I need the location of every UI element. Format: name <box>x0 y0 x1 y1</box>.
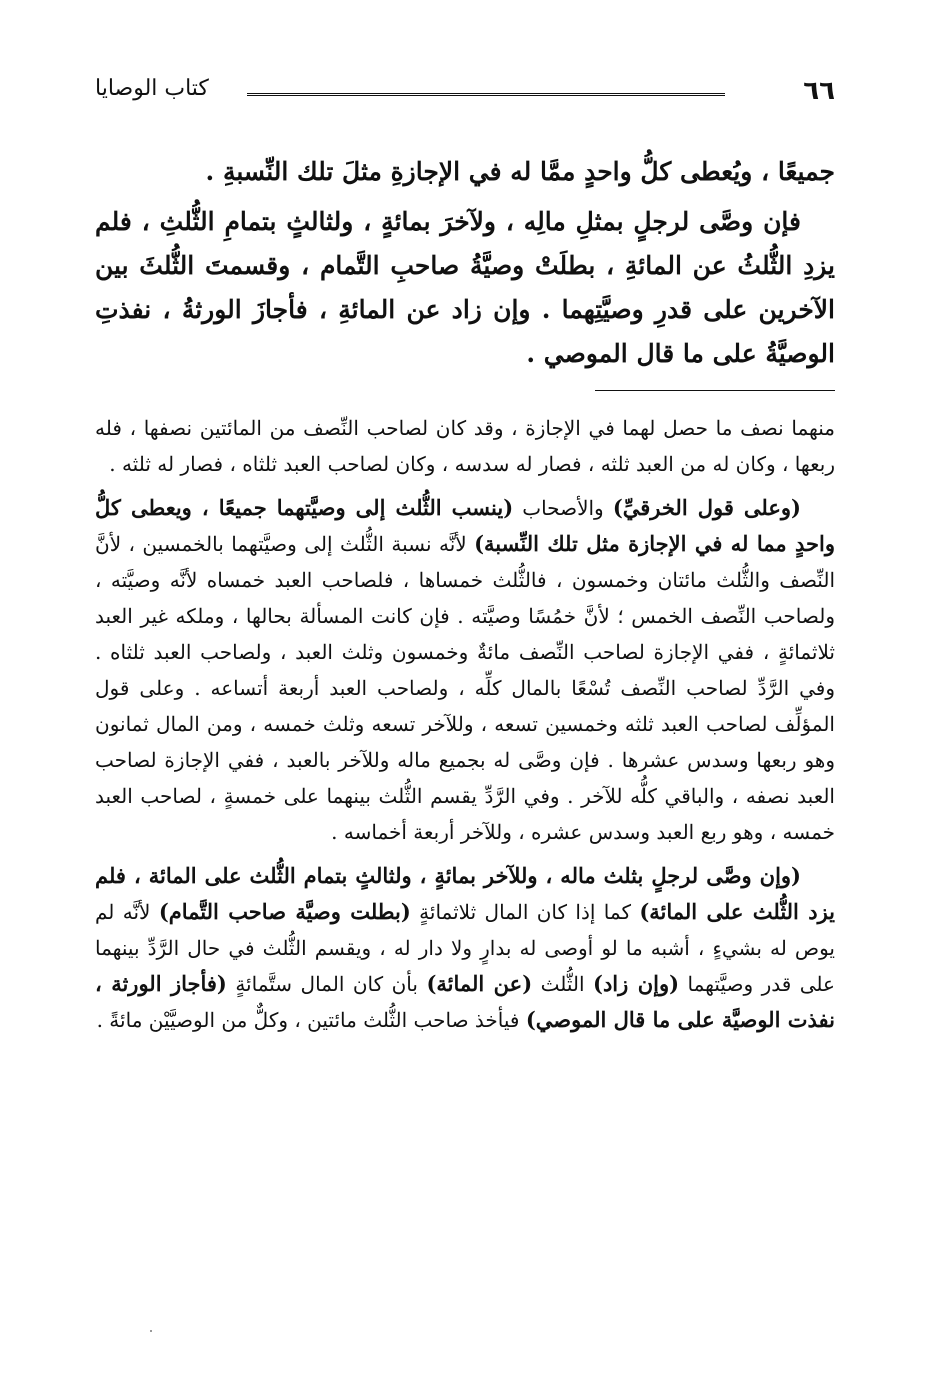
matn-text <box>95 150 835 376</box>
matn-paragraph: جميعًا ، ويُعطى كلُّ واحدٍ ممَّا له في الإجازةِ مثلَ تلك النِّسبةِ . <box>205 157 835 186</box>
commentary-paragraph: منهما نصف ما حصل لهما في الإجازة ، وقد كان لصاحب النِّصف من المائتين نصفها ، فله ربعها ، وكان له من العبد ثلثه ، فصار له سدسه ، وكان لصاحب العبد ثلثاه ، فصار له ثلثه . <box>95 416 835 476</box>
quoted-matn: (وإن وصَّى لرجلٍ بثلث ماله ، وللآخر بمائةٍ ، ولثالثٍ بتمام الثُّلث على المائة ، فلم يزد الثُّلث على المائة) <box>95 863 835 924</box>
commentary-span: لأنَّه نسبة الثُّلث إلى وصيَّتهما بالخمسين ، لأنَّ النِّصف والثُّلث مائتان وخمسون ، فالثُّلث خمساها ، فلصاحب العبد خمساه لأنَّه وصيَّته ، ولصاحب النِّصف الخمس ؛ لأنَّ خمُسًا وصيَّته . فإن كانت المسألة بحالها ، وملكه غير العبد ثلاثمائةٍ ، ففي الإجازة لصاحب النِّصف مائةٌ وخمسون وثلث العبد ، ولصاحب العبد ثلثاه . وفي الرَّدِّ لصاحب النِّصف تُسْعًا بالمال كلِّه ، ولصاحب العبد أربعة أتساعه . وعلى قول المؤلِّف لصاحب العبد ثلثه وخمسين تسعه ، وللآخر تسعه وثلث خمسه ، ومن المال ثمانون وهو ربعها وسدس عشرها . فإن وصَّى له بجميع ماله وللآخر بالعبد ، ففي الإجازة لصاحب العبد نصفه ، والباقي كلُّه للآخر . وفي الرَّدِّ يقسم الثُّلث بينهما على خمسةٍ ، لصاحب العبد خمسه ، وهو ربع العبد وسدس عشره ، وللآخر أربعة أخماسه . <box>95 532 835 844</box>
commentary-paragraph <box>95 490 835 850</box>
page-header <box>95 76 835 116</box>
running-title: كتاب الوصايا <box>95 76 209 101</box>
scan-speck <box>150 1330 152 1332</box>
quoted-matn: (عن المائة) <box>426 971 533 996</box>
page-number: ٦٦ <box>803 76 835 106</box>
quoted-matn: (وعلى قول الخرقيِّ) <box>612 495 801 520</box>
matn-paragraph: فإن وصَّى لرجلٍ بمثلِ مالِه ، ولآخرَ بمائةٍ ، ولثالثٍ بتمامِ الثُّلثِ ، فلم يزدِ الثُّلثُ عن المائةِ ، بطلَتْ وصيَّةُ صاحبِ التَّمام ، وقسمتَ الثُّلثَ بين الآخرين على قدرِ وصيَّتِهما . وإن زاد عن المائةِ ، فأجازَ الورثةُ ، نفذتِ الوصيَّةُ على ما قال الموصي . <box>95 207 835 368</box>
commentary-text <box>95 410 835 1038</box>
commentary-span: والأصحاب <box>513 496 613 520</box>
commentary-paragraph <box>95 858 835 1038</box>
commentary-span: كما إذا كان المال ثلاثمائةٍ <box>410 900 640 924</box>
quoted-matn: (فأجاز الورثة ، نفذت الوصيَّة على ما قال الموصي) <box>95 971 835 1032</box>
header-rule <box>247 93 725 99</box>
commentary-span: فيأخذ صاحب الثُّلث مائتين ، وكلٌّ من الوصيَّيْن مائةً . <box>96 1008 526 1032</box>
footnote-divider <box>595 390 835 391</box>
quoted-matn: (ينسب الثُّلث إلى وصيَّتهما جميعًا ، ويعطى كلُّ واحدٍ مما له في الإجازة مثل تلك النِّسبة) <box>95 495 835 556</box>
quoted-matn: (بطلت وصيَّة صاحب التَّمام) <box>158 899 411 924</box>
commentary-span: لأنَّه لم يوص له بشيءٍ ، أشبه ما لو أوصى له بدارٍ ولا دار له ، ويقسم الثُّلث في حال الرَّدِّ بينهما على قدر وصيَّتهما <box>95 900 835 996</box>
quoted-matn: (وإن زاد) <box>593 971 680 996</box>
commentary-span: الثُّلث <box>532 972 594 996</box>
commentary-span: بأن كان المال ستَّمائةٍ <box>226 972 427 996</box>
